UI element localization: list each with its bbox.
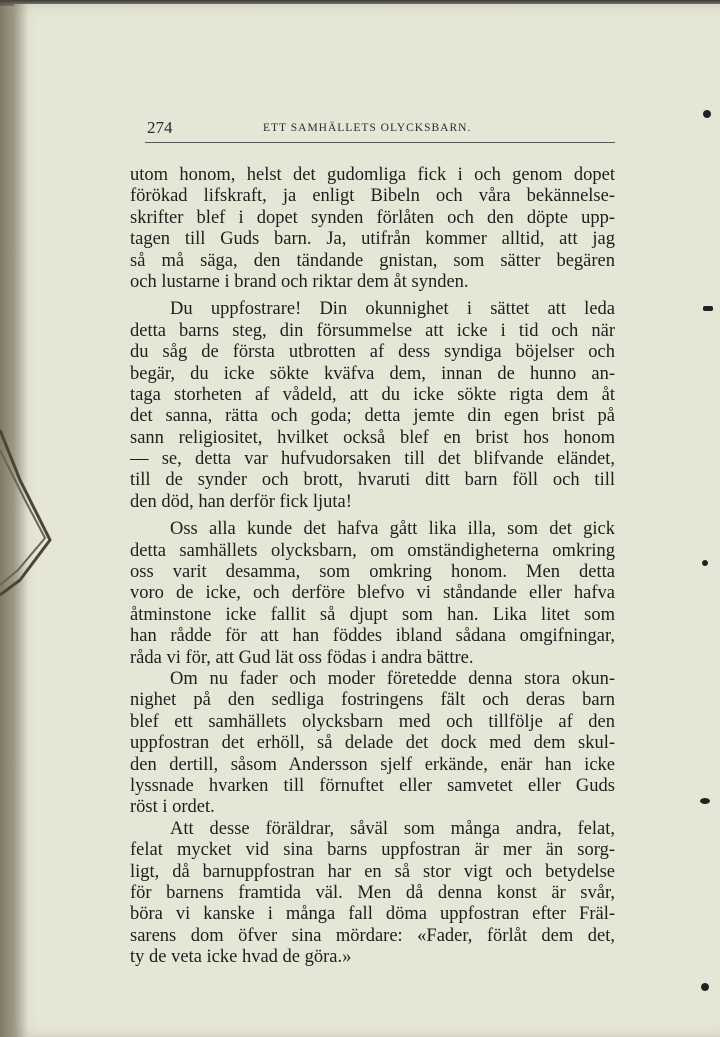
paragraph [130,819,615,969]
text-line: lyssnade hvarken till förnuftet eller samvetet eller Guds [130,775,615,796]
margin-mark [702,560,708,566]
text-line: du såg de första utbrotten af dess syndiga böjelser och [130,342,615,363]
text-line: Du uppfostrare! Din okunnighet i sättet att leda [170,299,615,320]
text-line: Om nu fader och moder företedde denna stora okun- [170,668,615,689]
text-line: för barnens framtida väl. Men då denna konst är svår, [130,882,615,903]
text-line: Att desse föräldrar, såväl som många andra, felat, [170,818,615,839]
text-line: det sanna, rätta och goda; detta jemte din egen brist på [130,406,615,427]
text-line: Oss alla kunde det hafva gått lika illa, som det gick [170,519,615,540]
text-line: sann religiositet, hvilket också blef en brist hos honom [130,427,615,448]
text-line: detta samhällets olycksbarn, om omständigheterna omkring [130,540,615,561]
text-line: sarens dom öfver sina mördare: «Fader, förlåt dem det, [130,925,615,946]
margin-mark [700,798,710,804]
running-head [145,118,615,143]
paragraph [130,299,615,513]
text-line: blef ett samhällets olycksbarn med och tillfölje af den [130,711,615,732]
text-line: röst i ordet. [130,797,215,818]
text-line: detta barns steg, din försummelse att icke i tid och när [130,320,615,341]
text-line: felat mycket vid sina barns uppfostran är mer än sorg- [130,840,615,861]
paragraph [130,669,615,819]
text-line: böra vi kanske i många fall döma uppfostran efter Fräl- [130,904,615,925]
text-line: tagen till Guds barn. Ja, utifrån kommer alltid, att jag [130,229,615,250]
text-line: den dertill, såsom Andersson sjelf erkände, enär han icke [130,754,615,775]
text-line: begär, du icke sökte kväfva dem, innan de hunno an- [130,363,615,384]
text-line: förökad lifskraft, ja enligt Bibeln och våra bekännelse- [130,186,615,207]
text-line: nighet på den sedliga fostringens fält och deras barn [130,690,615,711]
text-line: oss varit desamma, som omkring honom. Men detta [130,562,615,583]
text-line: uppfostran det erhöll, så delade det dock med dem skul- [130,733,615,754]
paragraph [130,165,615,293]
text-line: skrifter blef i dopet synden förlåten och den döpte upp- [130,207,615,228]
text-line: ligt, då barnuppfostran har en så stor vigt och betydelse [130,861,615,882]
margin-mark [703,306,713,311]
text-line: så må säga, den tändande gnistan, som sätter begären [130,250,615,271]
running-title: ETT SAMHÄLLETS OLYCKSBARN. [263,122,472,134]
text-line: taga storheten af vådeld, att du icke sökte rigta dem åt [130,384,615,405]
text-line: och lustarne i brand och riktar dem åt synden. [130,271,469,292]
text-line: utom honom, helst det gudomliga fick i och genom dopet [130,165,615,185]
paragraph [130,519,615,669]
text-line: voro de icke, och derföre blefvo vi ståndande eller hafva [130,583,615,604]
text-line: den död, han derför fick ljuta! [130,491,352,512]
page-number: 274 [147,118,173,137]
body-text [130,165,615,968]
margin-mark [701,983,709,991]
bookmark-ribbon-icon [0,420,60,600]
margin-mark [703,110,711,118]
text-line: han rådde för att han föddes ibland sådana omgifningar, [130,626,615,647]
text-line: åtminstone icke fallit så djupt som han. Lika litet som [130,604,615,625]
text-line: till de synder och brott, hvaruti ditt barn föll och till [130,470,615,491]
text-line: ty de veta icke hvad de göra.» [130,947,352,968]
text-line: råda vi för, att Gud lät oss födas i andra bättre. [130,647,474,668]
text-line: — se, detta var hufvudorsaken till det blifvande eländet, [130,449,615,470]
